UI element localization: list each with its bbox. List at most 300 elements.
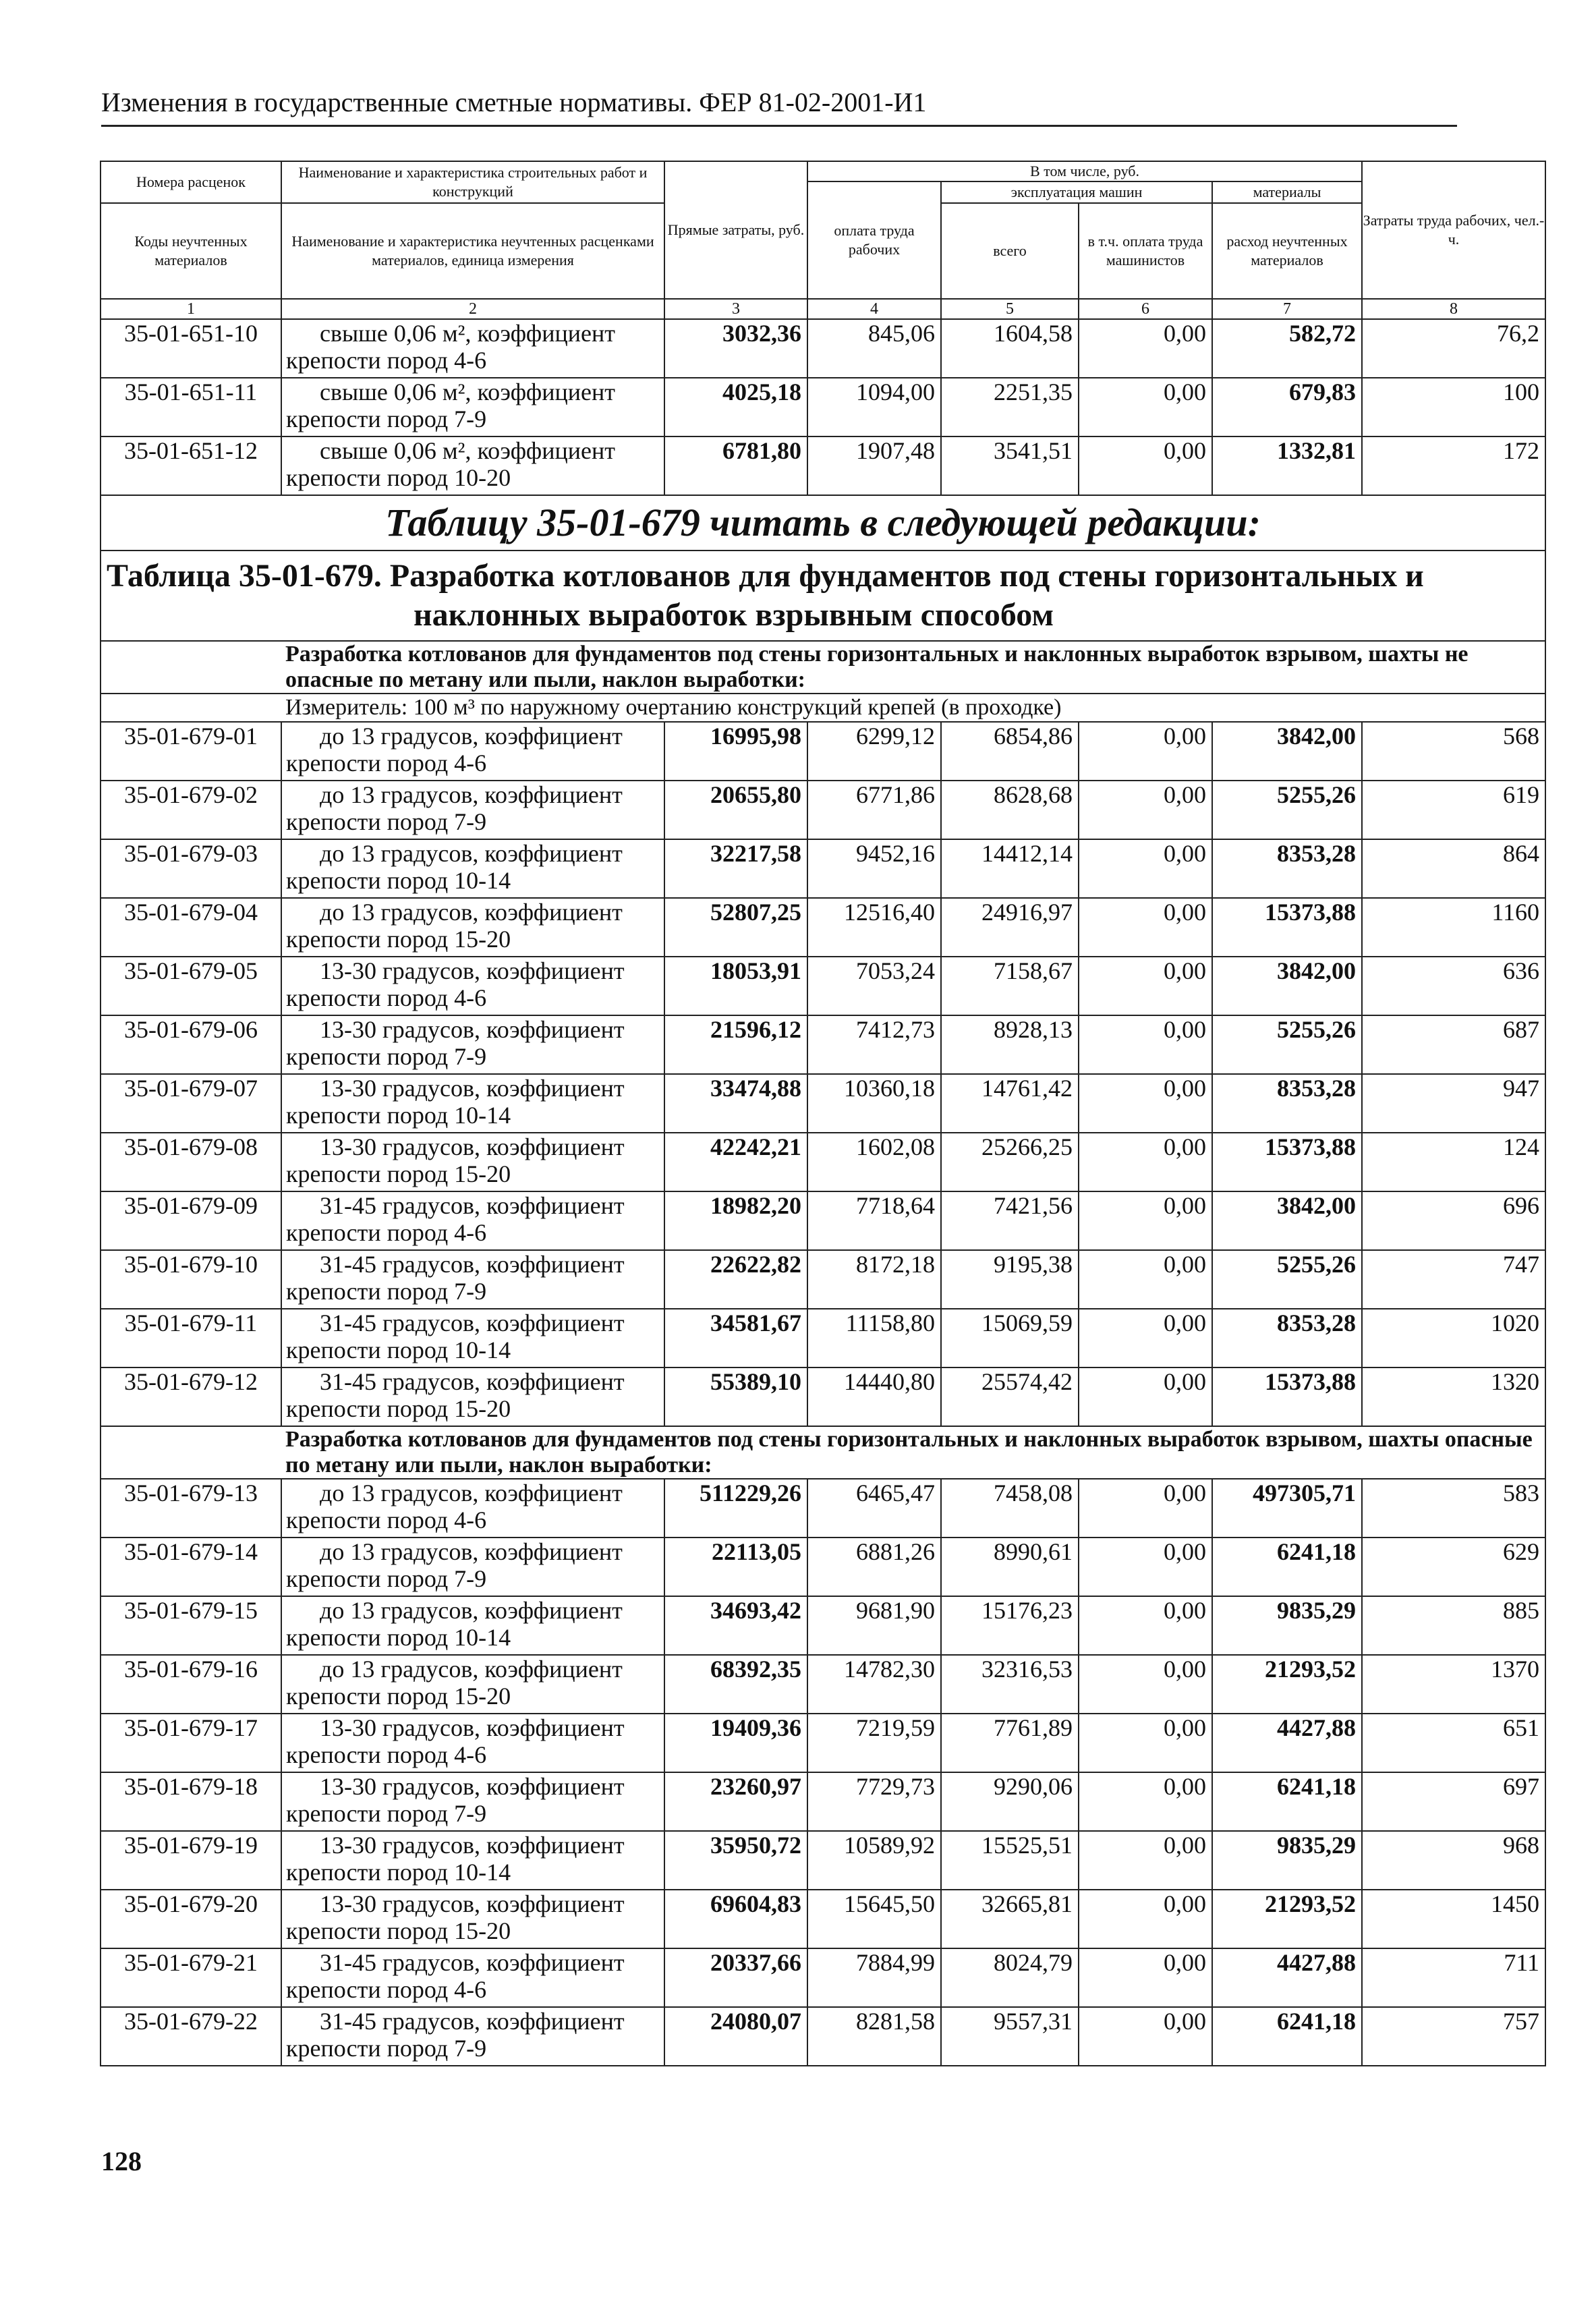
page-header: Изменения в государственные сметные нормативы. ФЕР 81-02-2001-И1 bbox=[101, 86, 1457, 127]
materials-cost: 3842,00 bbox=[1212, 1191, 1362, 1250]
wage-cost: 9681,90 bbox=[807, 1596, 941, 1655]
direct-costs: 69604,83 bbox=[664, 1890, 807, 1948]
work-description bbox=[281, 1538, 664, 1596]
col-header-machinist-wage: в т.ч. оплата труда машинистов bbox=[1079, 203, 1212, 299]
description-line-2: крепости пород 10-14 bbox=[286, 867, 511, 894]
table-row bbox=[101, 2007, 1545, 2066]
col-header-work-name: Наименование и характеристика строительных работ и конструкций bbox=[281, 161, 664, 203]
description-line-1: 13-30 градусов, коэффициент bbox=[320, 1773, 625, 1800]
description-line-1: до 13 градусов, коэффициент bbox=[320, 1538, 623, 1565]
labor-hours: 629 bbox=[1362, 1538, 1545, 1596]
work-description bbox=[281, 1015, 664, 1074]
wage-cost: 7729,73 bbox=[807, 1772, 941, 1831]
labor-hours: 1370 bbox=[1362, 1655, 1545, 1714]
materials-cost: 9835,29 bbox=[1212, 1596, 1362, 1655]
materials-cost: 8353,28 bbox=[1212, 1309, 1362, 1368]
work-description bbox=[281, 1596, 664, 1655]
work-description bbox=[281, 1250, 664, 1309]
materials-cost: 3842,00 bbox=[1212, 722, 1362, 781]
materials-cost: 15373,88 bbox=[1212, 898, 1362, 957]
col-header-including: В том числе, руб. bbox=[807, 161, 1362, 181]
rate-code: 35-01-679-18 bbox=[101, 1772, 281, 1831]
description-line-1: 13-30 градусов, коэффициент bbox=[320, 1890, 625, 1917]
work-description bbox=[281, 1655, 664, 1714]
machines-cost: 3541,51 bbox=[941, 436, 1079, 495]
rate-code: 35-01-679-17 bbox=[101, 1714, 281, 1772]
section-2 bbox=[101, 1426, 1545, 1479]
table-row bbox=[101, 1479, 1545, 1538]
machines-cost: 8628,68 bbox=[941, 781, 1079, 839]
direct-costs: 22113,05 bbox=[664, 1538, 807, 1596]
machines-cost: 9557,31 bbox=[941, 2007, 1079, 2066]
machinist-wage: 0,00 bbox=[1079, 839, 1212, 898]
description-line-1: 13-30 градусов, коэффициент bbox=[320, 1714, 625, 1741]
section-1 bbox=[101, 641, 1545, 722]
description-line-1: до 13 градусов, коэффициент bbox=[320, 840, 623, 867]
direct-costs: 34581,67 bbox=[664, 1309, 807, 1368]
materials-cost: 9835,29 bbox=[1212, 1831, 1362, 1890]
column-number: 6 bbox=[1079, 299, 1212, 319]
description-line-1: до 13 градусов, коэффициент bbox=[320, 1479, 623, 1506]
rate-code: 35-01-679-10 bbox=[101, 1250, 281, 1309]
direct-costs: 35950,72 bbox=[664, 1831, 807, 1890]
materials-cost: 5255,26 bbox=[1212, 1015, 1362, 1074]
wage-cost: 9452,16 bbox=[807, 839, 941, 898]
column-number: 4 bbox=[807, 299, 941, 319]
description-line-1: до 13 градусов, коэффициент bbox=[320, 781, 623, 808]
direct-costs: 20337,66 bbox=[664, 1948, 807, 2007]
direct-costs: 4025,18 bbox=[664, 378, 807, 436]
machinist-wage: 0,00 bbox=[1079, 1074, 1212, 1133]
direct-costs: 21596,12 bbox=[664, 1015, 807, 1074]
machinist-wage: 0,00 bbox=[1079, 378, 1212, 436]
table-title-line-1: Таблица 35-01-679. Разработка котлованов для фундаментов под стены горизонтальных и bbox=[107, 558, 1424, 594]
wage-cost: 7053,24 bbox=[807, 957, 941, 1015]
rate-code: 35-01-651-11 bbox=[101, 378, 281, 436]
rate-code: 35-01-679-13 bbox=[101, 1479, 281, 1538]
work-description bbox=[281, 1074, 664, 1133]
machines-cost: 7421,56 bbox=[941, 1191, 1079, 1250]
description-line-1: до 13 градусов, коэффициент bbox=[320, 1597, 623, 1624]
table-row bbox=[101, 1015, 1545, 1074]
machinist-wage: 0,00 bbox=[1079, 1133, 1212, 1191]
table-row bbox=[101, 1596, 1545, 1655]
rate-code: 35-01-679-15 bbox=[101, 1596, 281, 1655]
rates-table-container bbox=[100, 161, 1545, 2066]
rate-code: 35-01-679-19 bbox=[101, 1831, 281, 1890]
machines-cost: 2251,35 bbox=[941, 378, 1079, 436]
description-line-2: крепости пород 15-20 bbox=[286, 1683, 511, 1710]
machines-cost: 9290,06 bbox=[941, 1772, 1079, 1831]
description-line-1: 13-30 градусов, коэффициент bbox=[320, 957, 625, 984]
labor-hours: 696 bbox=[1362, 1191, 1545, 1250]
table-row bbox=[101, 1948, 1545, 2007]
rate-code: 35-01-679-02 bbox=[101, 781, 281, 839]
work-description bbox=[281, 1948, 664, 2007]
wage-cost: 1907,48 bbox=[807, 436, 941, 495]
labor-hours: 711 bbox=[1362, 1948, 1545, 2007]
work-description bbox=[281, 957, 664, 1015]
description-line-2: крепости пород 15-20 bbox=[286, 1917, 511, 1944]
column-number: 3 bbox=[664, 299, 807, 319]
labor-hours: 864 bbox=[1362, 839, 1545, 898]
direct-costs: 52807,25 bbox=[664, 898, 807, 957]
machinist-wage: 0,00 bbox=[1079, 1831, 1212, 1890]
edition-banner: Таблицу 35-01-679 читать в следующей редакции: bbox=[101, 495, 1545, 551]
rate-code: 35-01-679-21 bbox=[101, 1948, 281, 2007]
direct-costs: 511229,26 bbox=[664, 1479, 807, 1538]
work-description bbox=[281, 436, 664, 495]
description-line-2: крепости пород 7-9 bbox=[286, 1043, 487, 1070]
description-line-2: крепости пород 4-6 bbox=[286, 1741, 487, 1768]
column-number: 8 bbox=[1362, 299, 1545, 319]
description-line-1: свыше 0,06 м², коэффициент bbox=[320, 320, 615, 347]
materials-cost: 21293,52 bbox=[1212, 1655, 1362, 1714]
column-number: 5 bbox=[941, 299, 1079, 319]
materials-cost: 1332,81 bbox=[1212, 436, 1362, 495]
direct-costs: 32217,58 bbox=[664, 839, 807, 898]
machines-cost: 32316,53 bbox=[941, 1655, 1079, 1714]
machinist-wage: 0,00 bbox=[1079, 319, 1212, 378]
table-row bbox=[101, 1714, 1545, 1772]
description-line-2: крепости пород 4-6 bbox=[286, 1976, 487, 2003]
wage-cost: 6771,86 bbox=[807, 781, 941, 839]
col-header-wage: оплата труда рабочих bbox=[807, 181, 941, 299]
description-line-2: крепости пород 7-9 bbox=[286, 2035, 487, 2062]
description-line-1: 13-30 градусов, коэффициент bbox=[320, 1016, 625, 1043]
description-line-2: крепости пород 7-9 bbox=[286, 405, 487, 432]
direct-costs: 3032,36 bbox=[664, 319, 807, 378]
labor-hours: 583 bbox=[1362, 1479, 1545, 1538]
col-header-labor: Затраты труда рабочих, чел.-ч. bbox=[1362, 161, 1545, 299]
machinist-wage: 0,00 bbox=[1079, 1250, 1212, 1309]
col-header-machines-total: всего bbox=[941, 203, 1079, 299]
table-body-section-2 bbox=[101, 1479, 1545, 2066]
materials-cost: 21293,52 bbox=[1212, 1890, 1362, 1948]
labor-hours: 124 bbox=[1362, 1133, 1545, 1191]
machinist-wage: 0,00 bbox=[1079, 1714, 1212, 1772]
wage-cost: 1602,08 bbox=[807, 1133, 941, 1191]
work-description bbox=[281, 378, 664, 436]
table-title-line-2: наклонных выработок взрывным способом bbox=[414, 597, 1054, 633]
rate-code: 35-01-679-22 bbox=[101, 2007, 281, 2066]
rate-code: 35-01-679-01 bbox=[101, 722, 281, 781]
labor-hours: 757 bbox=[1362, 2007, 1545, 2066]
table-row bbox=[101, 1309, 1545, 1368]
work-description bbox=[281, 1191, 664, 1250]
machines-cost: 15525,51 bbox=[941, 1831, 1079, 1890]
description-line-1: 31-45 градусов, коэффициент bbox=[320, 1368, 625, 1395]
direct-costs: 22622,82 bbox=[664, 1250, 807, 1309]
rates-table bbox=[100, 161, 1546, 2066]
machines-cost: 8928,13 bbox=[941, 1015, 1079, 1074]
wage-cost: 8281,58 bbox=[807, 2007, 941, 2066]
labor-hours: 76,2 bbox=[1362, 319, 1545, 378]
description-line-2: крепости пород 10-14 bbox=[286, 1859, 511, 1886]
table-title bbox=[101, 551, 1545, 641]
col-header-direct-costs: Прямые затраты, руб. bbox=[664, 161, 807, 299]
table-row bbox=[101, 319, 1545, 378]
machinist-wage: 0,00 bbox=[1079, 1772, 1212, 1831]
machines-cost: 25266,25 bbox=[941, 1133, 1079, 1191]
description-line-2: крепости пород 10-14 bbox=[286, 1336, 511, 1363]
wage-cost: 7412,73 bbox=[807, 1015, 941, 1074]
description-line-2: крепости пород 4-6 bbox=[286, 984, 487, 1011]
machinist-wage: 0,00 bbox=[1079, 1655, 1212, 1714]
machines-cost: 14761,42 bbox=[941, 1074, 1079, 1133]
description-line-2: крепости пород 15-20 bbox=[286, 1395, 511, 1422]
machines-cost: 32665,81 bbox=[941, 1890, 1079, 1948]
col-header-materials-use: расход неучтенных материалов bbox=[1212, 203, 1362, 299]
description-line-1: 13-30 градусов, коэффициент bbox=[320, 1832, 625, 1859]
materials-cost: 4427,88 bbox=[1212, 1948, 1362, 2007]
materials-cost: 5255,26 bbox=[1212, 1250, 1362, 1309]
rate-code: 35-01-679-05 bbox=[101, 957, 281, 1015]
machinist-wage: 0,00 bbox=[1079, 1368, 1212, 1426]
table-row bbox=[101, 1831, 1545, 1890]
work-description bbox=[281, 722, 664, 781]
section-heading: Разработка котлованов для фундаментов под стены горизонтальных и наклонных выработок взрывом, шахты не опасные по метану или пыли, наклон выработки: bbox=[281, 641, 1545, 694]
table-header bbox=[101, 161, 1545, 319]
labor-hours: 1450 bbox=[1362, 1890, 1545, 1948]
machines-cost: 7761,89 bbox=[941, 1714, 1079, 1772]
machinist-wage: 0,00 bbox=[1079, 1479, 1212, 1538]
work-description bbox=[281, 1368, 664, 1426]
work-description bbox=[281, 839, 664, 898]
machinist-wage: 0,00 bbox=[1079, 781, 1212, 839]
wage-cost: 8172,18 bbox=[807, 1250, 941, 1309]
col-header-materials: материалы bbox=[1212, 181, 1362, 203]
direct-costs: 55389,10 bbox=[664, 1368, 807, 1426]
machines-cost: 9195,38 bbox=[941, 1250, 1079, 1309]
table-row bbox=[101, 1250, 1545, 1309]
description-line-2: крепости пород 7-9 bbox=[286, 1565, 487, 1592]
wage-cost: 14782,30 bbox=[807, 1655, 941, 1714]
materials-cost: 15373,88 bbox=[1212, 1368, 1362, 1426]
description-line-1: до 13 градусов, коэффициент bbox=[320, 1656, 623, 1683]
machinist-wage: 0,00 bbox=[1079, 898, 1212, 957]
labor-hours: 100 bbox=[1362, 378, 1545, 436]
rate-code: 35-01-679-12 bbox=[101, 1368, 281, 1426]
labor-hours: 885 bbox=[1362, 1596, 1545, 1655]
rate-code: 35-01-679-11 bbox=[101, 1309, 281, 1368]
rate-code: 35-01-679-04 bbox=[101, 898, 281, 957]
table-row bbox=[101, 1133, 1545, 1191]
column-number: 7 bbox=[1212, 299, 1362, 319]
measure-unit: Измеритель: 100 м³ по наружному очертанию конструкций крепей (в проходке) bbox=[281, 694, 1545, 722]
machinist-wage: 0,00 bbox=[1079, 1538, 1212, 1596]
wage-cost: 7219,59 bbox=[807, 1714, 941, 1772]
table-body-top bbox=[101, 319, 1545, 495]
labor-hours: 1020 bbox=[1362, 1309, 1545, 1368]
column-numbers-row bbox=[101, 299, 1545, 319]
machines-cost: 25574,42 bbox=[941, 1368, 1079, 1426]
rate-code: 35-01-679-09 bbox=[101, 1191, 281, 1250]
work-description bbox=[281, 1772, 664, 1831]
description-line-1: до 13 градусов, коэффициент bbox=[320, 899, 623, 926]
description-line-1: 31-45 градусов, коэффициент bbox=[320, 1309, 625, 1336]
labor-hours: 747 bbox=[1362, 1250, 1545, 1309]
work-description bbox=[281, 1831, 664, 1890]
machines-cost: 8990,61 bbox=[941, 1538, 1079, 1596]
column-number: 2 bbox=[281, 299, 664, 319]
machinist-wage: 0,00 bbox=[1079, 1596, 1212, 1655]
labor-hours: 968 bbox=[1362, 1831, 1545, 1890]
wage-cost: 12516,40 bbox=[807, 898, 941, 957]
work-description bbox=[281, 1714, 664, 1772]
machines-cost: 15176,23 bbox=[941, 1596, 1079, 1655]
description-line-2: крепости пород 15-20 bbox=[286, 926, 511, 953]
description-line-2: крепости пород 7-9 bbox=[286, 808, 487, 835]
machinist-wage: 0,00 bbox=[1079, 436, 1212, 495]
work-description bbox=[281, 1479, 664, 1538]
rate-code: 35-01-679-07 bbox=[101, 1074, 281, 1133]
machinist-wage: 0,00 bbox=[1079, 722, 1212, 781]
table-row bbox=[101, 957, 1545, 1015]
wage-cost: 6881,26 bbox=[807, 1538, 941, 1596]
table-row bbox=[101, 898, 1545, 957]
table-row bbox=[101, 436, 1545, 495]
description-line-1: 13-30 градусов, коэффициент bbox=[320, 1133, 625, 1160]
materials-cost: 8353,28 bbox=[1212, 1074, 1362, 1133]
machines-cost: 7158,67 bbox=[941, 957, 1079, 1015]
labor-hours: 947 bbox=[1362, 1074, 1545, 1133]
direct-costs: 68392,35 bbox=[664, 1655, 807, 1714]
description-line-1: 31-45 градусов, коэффициент bbox=[320, 1192, 625, 1219]
description-line-2: крепости пород 4-6 bbox=[286, 750, 487, 777]
direct-costs: 24080,07 bbox=[664, 2007, 807, 2066]
col-header-material-codes: Коды неучтенных материалов bbox=[101, 203, 281, 299]
description-line-1: 31-45 градусов, коэффициент bbox=[320, 2008, 625, 2035]
machinist-wage: 0,00 bbox=[1079, 1015, 1212, 1074]
materials-cost: 8353,28 bbox=[1212, 839, 1362, 898]
page-number: 128 bbox=[101, 2146, 142, 2176]
rate-code: 35-01-679-03 bbox=[101, 839, 281, 898]
materials-cost: 3842,00 bbox=[1212, 957, 1362, 1015]
machinist-wage: 0,00 bbox=[1079, 1948, 1212, 2007]
direct-costs: 33474,88 bbox=[664, 1074, 807, 1133]
rate-code: 35-01-679-08 bbox=[101, 1133, 281, 1191]
description-line-1: 13-30 градусов, коэффициент bbox=[320, 1075, 625, 1102]
table-row bbox=[101, 1074, 1545, 1133]
labor-hours: 1160 bbox=[1362, 898, 1545, 957]
work-description bbox=[281, 319, 664, 378]
labor-hours: 697 bbox=[1362, 1772, 1545, 1831]
table-banner-section bbox=[101, 495, 1545, 641]
machines-cost: 1604,58 bbox=[941, 319, 1079, 378]
machinist-wage: 0,00 bbox=[1079, 1890, 1212, 1948]
table-row bbox=[101, 1538, 1545, 1596]
labor-hours: 636 bbox=[1362, 957, 1545, 1015]
description-line-2: крепости пород 10-14 bbox=[286, 1102, 511, 1129]
description-line-2: крепости пород 10-20 bbox=[286, 464, 511, 491]
table-row bbox=[101, 839, 1545, 898]
machines-cost: 24916,97 bbox=[941, 898, 1079, 957]
wage-cost: 15645,50 bbox=[807, 1890, 941, 1948]
description-line-1: 31-45 градусов, коэффициент bbox=[320, 1949, 625, 1976]
direct-costs: 19409,36 bbox=[664, 1714, 807, 1772]
rate-code: 35-01-679-14 bbox=[101, 1538, 281, 1596]
direct-costs: 18053,91 bbox=[664, 957, 807, 1015]
rate-code: 35-01-679-06 bbox=[101, 1015, 281, 1074]
description-line-1: 31-45 градусов, коэффициент bbox=[320, 1251, 625, 1278]
rate-code: 35-01-651-10 bbox=[101, 319, 281, 378]
labor-hours: 619 bbox=[1362, 781, 1545, 839]
description-line-2: крепости пород 4-6 bbox=[286, 347, 487, 374]
wage-cost: 845,06 bbox=[807, 319, 941, 378]
description-line-2: крепости пород 7-9 bbox=[286, 1800, 487, 1827]
materials-cost: 582,72 bbox=[1212, 319, 1362, 378]
table-row bbox=[101, 1368, 1545, 1426]
direct-costs: 20655,80 bbox=[664, 781, 807, 839]
materials-cost: 4427,88 bbox=[1212, 1714, 1362, 1772]
work-description bbox=[281, 1890, 664, 1948]
labor-hours: 1320 bbox=[1362, 1368, 1545, 1426]
wage-cost: 6465,47 bbox=[807, 1479, 941, 1538]
wage-cost: 10589,92 bbox=[807, 1831, 941, 1890]
description-line-2: крепости пород 10-14 bbox=[286, 1624, 511, 1651]
work-description bbox=[281, 1133, 664, 1191]
col-header-rate-number: Номера расценок bbox=[101, 161, 281, 203]
machinist-wage: 0,00 bbox=[1079, 957, 1212, 1015]
labor-hours: 651 bbox=[1362, 1714, 1545, 1772]
table-row bbox=[101, 1191, 1545, 1250]
machinist-wage: 0,00 bbox=[1079, 1191, 1212, 1250]
table-row bbox=[101, 781, 1545, 839]
wage-cost: 1094,00 bbox=[807, 378, 941, 436]
machines-cost: 8024,79 bbox=[941, 1948, 1079, 2007]
column-number: 1 bbox=[101, 299, 281, 319]
col-header-material-names: Наименование и характеристика неучтенных расценками материалов, единица измерения bbox=[281, 203, 664, 299]
col-header-machines: эксплуатация машин bbox=[941, 181, 1212, 203]
machines-cost: 6854,86 bbox=[941, 722, 1079, 781]
materials-cost: 6241,18 bbox=[1212, 2007, 1362, 2066]
table-row bbox=[101, 1772, 1545, 1831]
description-line-2: крепости пород 4-6 bbox=[286, 1506, 487, 1533]
wage-cost: 6299,12 bbox=[807, 722, 941, 781]
direct-costs: 18982,20 bbox=[664, 1191, 807, 1250]
description-line-2: крепости пород 7-9 bbox=[286, 1278, 487, 1305]
direct-costs: 34693,42 bbox=[664, 1596, 807, 1655]
rate-code: 35-01-679-16 bbox=[101, 1655, 281, 1714]
direct-costs: 6781,80 bbox=[664, 436, 807, 495]
wage-cost: 14440,80 bbox=[807, 1368, 941, 1426]
work-description bbox=[281, 1309, 664, 1368]
description-line-2: крепости пород 15-20 bbox=[286, 1160, 511, 1187]
materials-cost: 679,83 bbox=[1212, 378, 1362, 436]
description-line-1: свыше 0,06 м², коэффициент bbox=[320, 378, 615, 405]
materials-cost: 497305,71 bbox=[1212, 1479, 1362, 1538]
materials-cost: 6241,18 bbox=[1212, 1538, 1362, 1596]
table-body-section-1 bbox=[101, 722, 1545, 1426]
table-row bbox=[101, 378, 1545, 436]
work-description bbox=[281, 898, 664, 957]
labor-hours: 687 bbox=[1362, 1015, 1545, 1074]
description-line-1: свыше 0,06 м², коэффициент bbox=[320, 437, 615, 464]
machines-cost: 14412,14 bbox=[941, 839, 1079, 898]
labor-hours: 172 bbox=[1362, 436, 1545, 495]
machines-cost: 7458,08 bbox=[941, 1479, 1079, 1538]
wage-cost: 11158,80 bbox=[807, 1309, 941, 1368]
machinist-wage: 0,00 bbox=[1079, 1309, 1212, 1368]
direct-costs: 23260,97 bbox=[664, 1772, 807, 1831]
wage-cost: 10360,18 bbox=[807, 1074, 941, 1133]
table-row bbox=[101, 1890, 1545, 1948]
labor-hours: 568 bbox=[1362, 722, 1545, 781]
wage-cost: 7718,64 bbox=[807, 1191, 941, 1250]
description-line-2: крепости пород 4-6 bbox=[286, 1219, 487, 1246]
description-line-1: до 13 градусов, коэффициент bbox=[320, 723, 623, 750]
